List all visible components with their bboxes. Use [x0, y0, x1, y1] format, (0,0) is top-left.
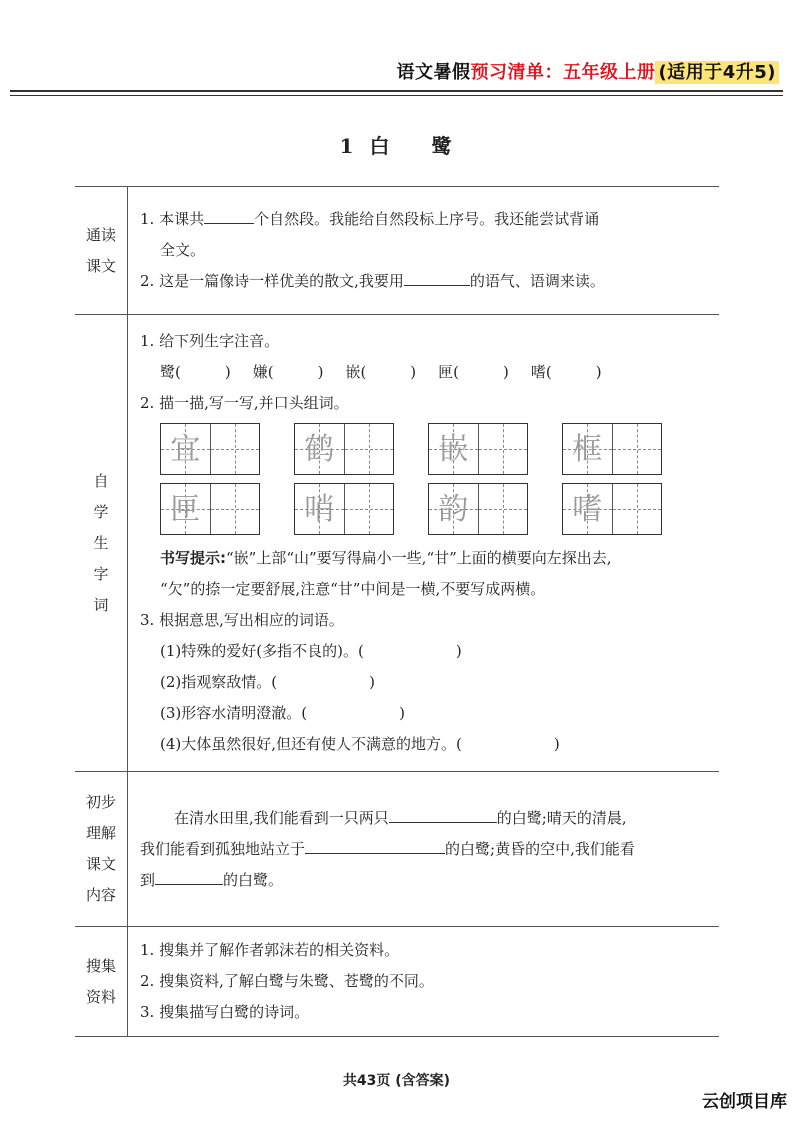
lesson-number: 1: [339, 134, 356, 158]
writing-grid[interactable]: 鹤: [294, 423, 394, 475]
writing-grid[interactable]: 嵌: [428, 423, 528, 475]
question-1: 1. 给下列生字注音。: [140, 332, 280, 350]
writing-grid-row-1: [140, 423, 709, 475]
section-understand-text: [75, 772, 719, 927]
writing-grid[interactable]: 匣: [160, 483, 260, 535]
list-item: 2. 搜集资料,了解白鹭与朱鹭、苍鹭的不同。: [140, 972, 434, 990]
watermark: 云创项目库: [702, 1092, 787, 1112]
section-content: 1. 本课共 个自然段。我能给自然段标上序号。我还能尝试背诵 全文。 2. 这是一篇像诗一样优美的散文,我要用 的语气、语调来读。: [128, 187, 720, 315]
header-part2: 预习清单：五年级上册: [470, 62, 656, 83]
section-label: 自 学 生 字 词: [75, 315, 128, 772]
writing-grid[interactable]: 哨: [294, 483, 394, 535]
answer-blank[interactable]: [305, 835, 445, 854]
lesson-title-char1: 白: [369, 134, 392, 158]
preview-table: [75, 186, 719, 1037]
section-self-study: [75, 315, 719, 772]
answer-blank[interactable]: [155, 866, 223, 885]
section-content: 1. 给下列生字注音。 鹭( ) 嫌( ) 嵌( ) 匣( ) 嗜( ) 2. 描一描,写一写,并口头组词。 宜 鹤 嵌 框 匣 哨 韵 嗜 书写提示:“嵌”上部“山”要写得扁小一些,“甘”上面的横要向左探出去, “欠”的捺一定要舒展,注意“甘”中间是一横,不要写成两横。 3. 根据意思,写出相应的词语。 (1)特殊的爱好(多指不良的)。( ) (2)指观察敌情。( ) (3)形容水清明澄澈。( ) (4)大体虽然很好,但还有使人不满意的地方。( ): [128, 315, 720, 772]
pinyin-row: 鹭( ) 嫌( ) 嵌( ) 匣( ) 嗜( ): [160, 363, 602, 381]
answer-blank[interactable]: [404, 267, 470, 286]
header-rule-thick: [10, 90, 783, 92]
header-rule-thin: [10, 95, 783, 96]
section-read-text: [75, 187, 719, 315]
header-part3: (适用于4升5): [655, 61, 779, 84]
answer-blank[interactable]: [389, 804, 497, 823]
list-item: 3. 搜集描写白鹭的诗词。: [140, 1003, 310, 1021]
writing-grid[interactable]: 框: [562, 423, 662, 475]
question-2: 2. 描一描,写一写,并口头组词。: [140, 394, 349, 412]
header-part1: 语文暑假: [396, 62, 471, 83]
answer-blank[interactable]: [204, 205, 254, 224]
writing-grid[interactable]: 宜: [160, 423, 260, 475]
section-content: [128, 927, 720, 1037]
writing-grid-row-2: [140, 483, 709, 535]
section-label: 搜集 资料: [75, 927, 128, 1037]
writing-tip-cont: “欠”的捺一定要舒展,注意“甘”中间是一横,不要写成两横。: [160, 580, 546, 598]
writing-tip: 书写提示:“嵌”上部“山”要写得扁小一些,“甘”上面的横要向左探出去,: [160, 549, 612, 567]
lesson-title-char2: 鹭: [431, 134, 454, 158]
writing-grid[interactable]: 嗜: [562, 483, 662, 535]
list-item: 1. 搜集并了解作者郭沫若的相关资料。: [140, 941, 400, 959]
section-label: 初步 理解 课文 内容: [75, 772, 128, 927]
writing-grid[interactable]: 韵: [428, 483, 528, 535]
lesson-title: [0, 130, 793, 159]
question-3: 3. 根据意思,写出相应的词语。: [140, 611, 344, 629]
page-footer: 共43页 (含答案): [342, 1073, 451, 1089]
section-content: 在清水田里,我们能看到一只两只 的白鹭;晴天的清晨, 我们能看到孤独地站立于 的白鹭;黄昏的空中,我们能看 到 的白鹭。: [128, 772, 720, 927]
page-header: [396, 58, 779, 84]
section-label: 通读 课文: [75, 187, 128, 315]
section-collect-info: [75, 927, 719, 1037]
